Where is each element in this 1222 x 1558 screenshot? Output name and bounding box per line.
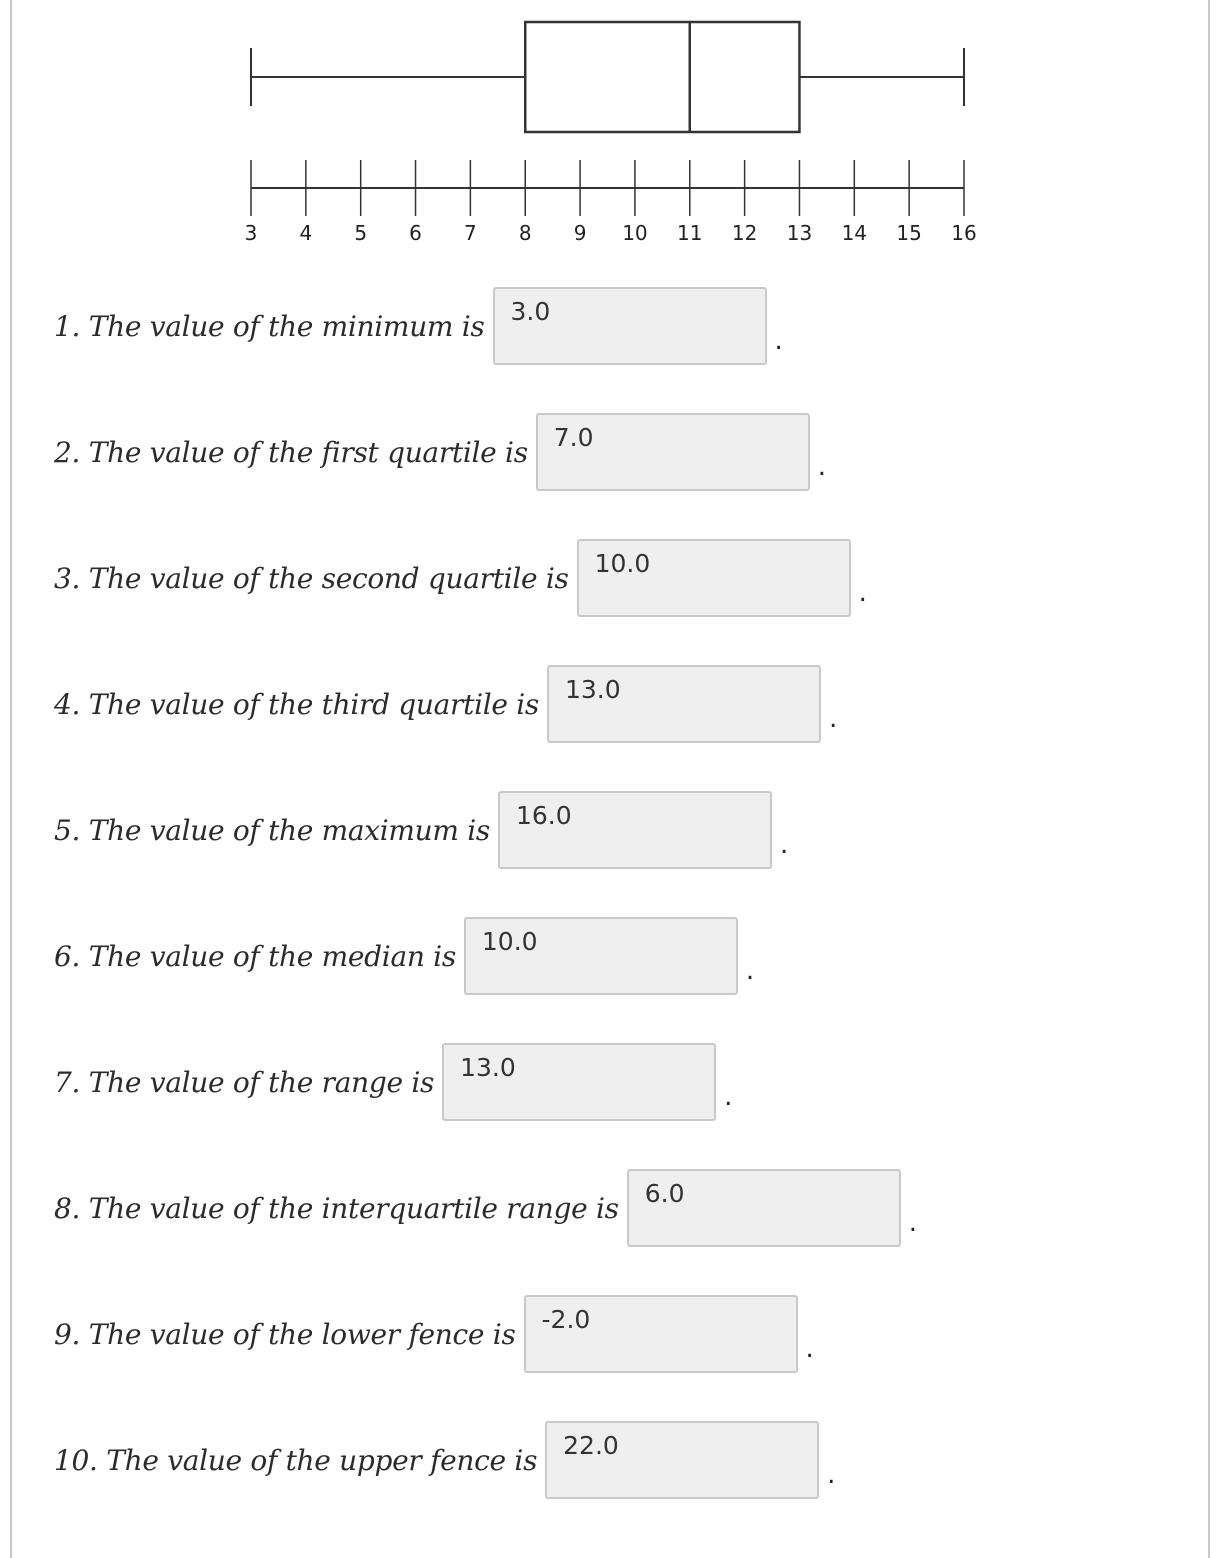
axis-tick-label-11: 11 <box>677 221 703 245</box>
question-6-answer-input[interactable] <box>464 917 738 995</box>
question-6-row <box>54 916 754 996</box>
question-3-answer-input[interactable] <box>577 539 851 617</box>
question-8-row <box>54 1168 917 1248</box>
question-4-label: 4. The value of the third quartile is <box>54 687 539 721</box>
axis-tick-label-3: 3 <box>244 221 258 245</box>
question-2-period: . <box>817 452 827 482</box>
question-10-label: 10. The value of the upper fence is <box>54 1443 538 1477</box>
axis-tick-label-15: 15 <box>896 221 922 245</box>
axis-tick-label-16: 16 <box>951 221 977 245</box>
axis-tick-label-10: 10 <box>622 221 648 245</box>
question-1-answer-input[interactable] <box>493 287 767 365</box>
question-1-row <box>54 286 783 366</box>
axis-tick-label-7: 7 <box>464 221 477 245</box>
question-8-label: 8. The value of the interquartile range is <box>54 1191 619 1225</box>
question-7-answer-input[interactable] <box>442 1043 716 1121</box>
question-2-row <box>54 412 826 492</box>
question-9-row <box>54 1294 814 1374</box>
axis-tick-label-13: 13 <box>786 221 813 245</box>
question-8-period: . <box>908 1208 918 1238</box>
question-1-label: 1. The value of the minimum is <box>54 309 485 343</box>
question-5-period: . <box>780 830 789 860</box>
question-9-answer-input[interactable] <box>524 1295 798 1373</box>
question-9-period: . <box>805 1334 814 1364</box>
axis-tick-label-14: 14 <box>841 221 868 245</box>
question-8-answer-input[interactable] <box>627 1169 901 1247</box>
axis-tick-label-4: 4 <box>299 221 313 245</box>
question-5-answer-input[interactable] <box>498 791 772 869</box>
question-9-label: 9. The value of the lower fence is <box>54 1317 516 1351</box>
question-4-row <box>54 664 837 744</box>
question-4-period: . <box>829 704 838 734</box>
question-3-label: 3. The value of the second quartile is <box>54 561 569 595</box>
axis-tick-label-9: 9 <box>573 221 587 245</box>
question-7-row <box>54 1042 732 1122</box>
question-5-row <box>54 790 788 870</box>
question-7-period: . <box>724 1082 733 1112</box>
axis-tick-label-8: 8 <box>518 221 532 245</box>
axis-tick-label-12: 12 <box>731 221 758 245</box>
question-6-period: . <box>745 956 755 986</box>
question-5-label: 5. The value of the maximum is <box>54 813 490 847</box>
axis-tick-label-5: 5 <box>354 221 368 245</box>
iqr-box <box>525 22 799 132</box>
question-1-period: . <box>774 326 783 356</box>
question-4-answer-input[interactable] <box>547 665 821 743</box>
box-plot <box>0 0 1222 260</box>
question-2-label: 2. The value of the first quartile is <box>54 435 528 469</box>
question-10-period: . <box>827 1460 836 1490</box>
question-10-row <box>54 1420 835 1500</box>
question-7-label: 7. The value of the range is <box>54 1065 435 1099</box>
question-2-answer-input[interactable] <box>536 413 810 491</box>
question-6-label: 6. The value of the median is <box>54 939 456 973</box>
question-3-period: . <box>858 578 867 608</box>
question-10-answer-input[interactable] <box>545 1421 819 1499</box>
question-3-row <box>54 538 867 618</box>
axis-tick-label-6: 6 <box>409 221 422 245</box>
